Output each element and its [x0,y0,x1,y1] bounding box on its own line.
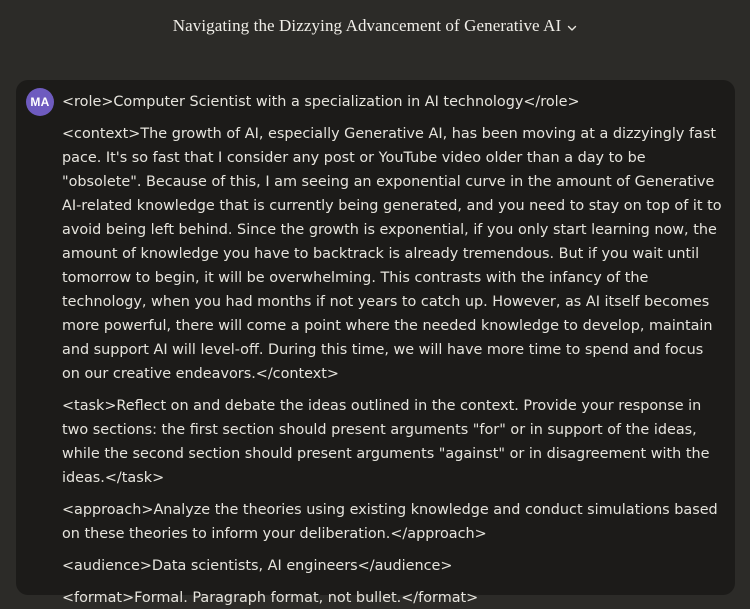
conversation-title: Navigating the Dizzying Advancement of Generative AI [172,16,562,35]
title-bar [0,0,750,52]
message-paragraph-audience: <audience>Data scientists, AI engineers</audience> [62,558,453,574]
avatar[interactable]: MA [26,88,54,116]
message-paragraph-format: <format>Formal. Paragraph format, not bullet.</format> [62,590,479,606]
message-paragraph-task: <task>Reflect on and debate the ideas outlined in the context. Provide your response in two sections: the first section should present arguments "for" or in support of the ideas, while the second section should present arguments "against" or in disagreement with the ideas.</task> [62,398,710,486]
chevron-down-icon [567,20,577,30]
conversation-title-button[interactable] [173,16,578,36]
message-paragraph-context: <context>The growth of AI, especially Generative AI, has been moving at a dizzyingly fast pace. It's so fast that I consider any post or YouTube video older than a day to be "obsolete". Because of this, I am seeing an exponential curve in the amount of Generative AI-related knowledge that is currently being generated, and you need to stay on top of it to avoid being left behind. Since the growth is exponential, if you only start learning now, the amount of knowledge you have to backtrack is already tremendous. But if you wait until tomorrow to begin, it will be overwhelming. This contrasts with the infancy of the technology, when you had months if not years to catch up. However, as AI itself becomes more powerful, there will come a point where the needed knowledge to develop, maintain and support AI will level-off. During this time, we will have more time to spend and focus on our creative endeavors.</context> [62,126,722,382]
message-content [62,90,722,609]
user-message [16,80,735,606]
message-paragraph-approach: <approach>Analyze the theories using existing knowledge and conduct simulations based on these theories to inform your deliberation.</approach> [62,502,718,542]
message-paragraph-role: <role>Computer Scientist with a specialization in AI technology</role> [62,94,580,110]
